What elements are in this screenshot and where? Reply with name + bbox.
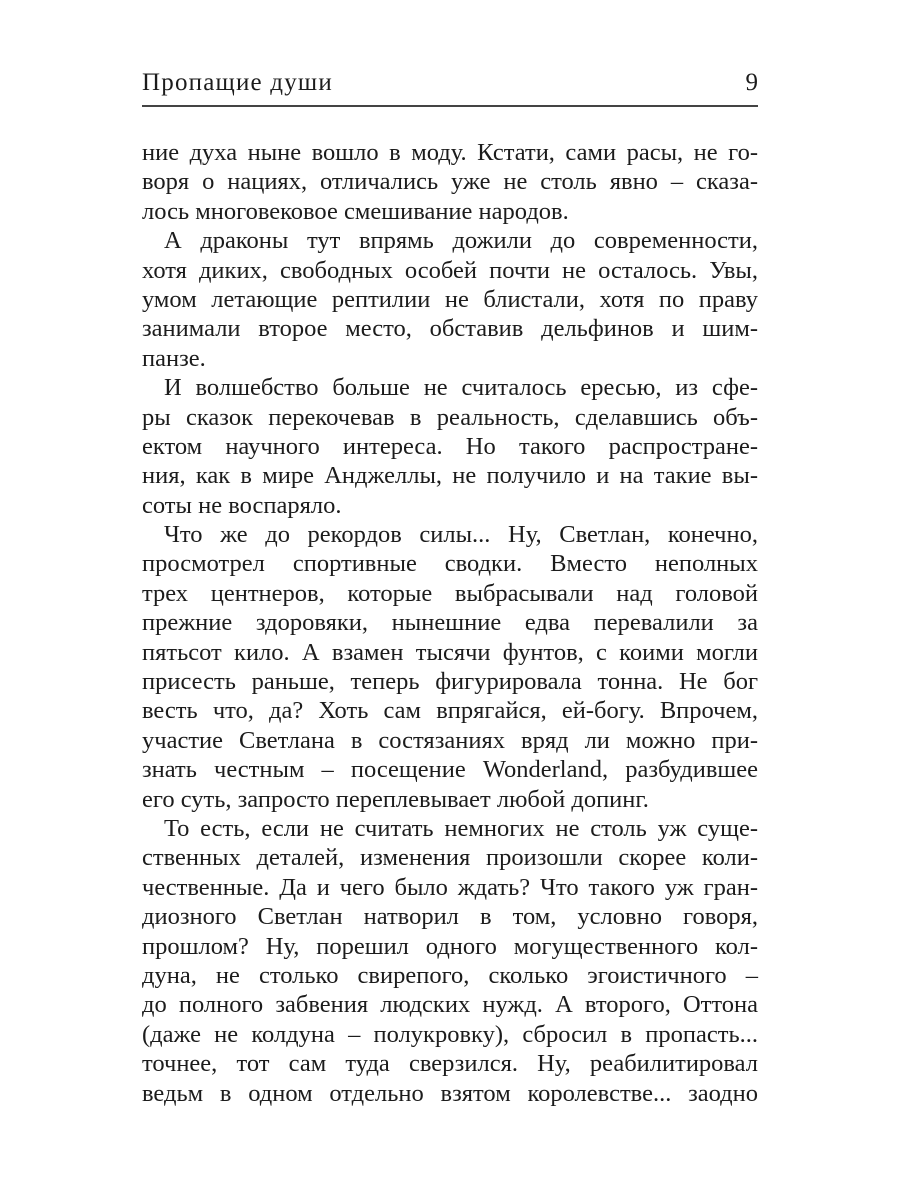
text-line: умом летающие рептилии не блистали, хотя по праву: [142, 285, 758, 313]
text-line: точнее, тот сам туда сверзился. Ну, реабилитировал: [142, 1050, 758, 1078]
text-line: участие Светлана в состязаниях вряд ли можно при-: [142, 726, 758, 754]
text-line: диозного Светлан натворил в том, условно говоря,: [142, 903, 758, 931]
paragraph: [142, 138, 758, 226]
paragraph: [142, 814, 758, 1108]
text-line: ектом научного интереса. Но такого распростране-: [142, 432, 758, 460]
running-header: [142, 68, 758, 98]
text-line: пятьсот кило. А взамен тысячи фунтов, с коими могли: [142, 638, 758, 666]
text-line: трех центнеров, которые выбрасывали над головой: [142, 579, 758, 607]
text-line: прежние здоровяки, нынешние едва перевалили за: [142, 609, 758, 637]
running-title: Пропащие души: [142, 69, 333, 96]
text-line: Что же до рекордов силы... Ну, Светлан, конечно,: [164, 521, 758, 549]
text-line: соты не воспаряло.: [142, 491, 342, 519]
text-line: ры сказок перекочевав в реальность, сделавшись объ-: [142, 403, 758, 431]
body-text: [142, 138, 758, 1108]
text-line: присесть раньше, теперь фигурировала тонна. Не бог: [142, 668, 758, 696]
text-line: до полного забвения людских нужд. А второго, Оттона: [142, 991, 758, 1019]
header-rule: [142, 105, 758, 107]
text-line: дуна, не столько свирепого, сколько эгоистичного –: [142, 961, 758, 989]
text-line: воря о нациях, отличались уже не столь явно – сказа-: [142, 168, 758, 196]
text-line: знать честным – посещение Wonderland, разбудившее: [142, 756, 758, 784]
text-line: прошлом? Ну, порешил одного могущественного кол-: [142, 932, 758, 960]
text-line: панзе.: [142, 344, 206, 372]
text-line: хотя диких, свободных особей почти не осталось. Увы,: [142, 256, 758, 284]
text-line: И волшебство больше не считалось ересью, из сфе-: [164, 374, 758, 402]
text-line: чественные. Да и чего было ждать? Что такого уж гран-: [142, 873, 758, 901]
text-line: его суть, запросто переплевывает любой допинг.: [142, 785, 649, 813]
text-line: ственных деталей, изменения произошли скорее коли-: [142, 844, 758, 872]
text-line: (даже не колдуна – полукровку), сбросил в пропасть...: [142, 1020, 758, 1048]
text-line: ние духа ныне вошло в моду. Кстати, сами расы, не го-: [142, 139, 758, 166]
paragraph: [142, 226, 758, 373]
text-line: весть что, да? Хоть сам впрягайся, ей-богу. Впрочем,: [142, 697, 758, 725]
text-line: занимали второе место, обставив дельфинов и шим-: [142, 315, 758, 343]
text-line: То есть, если не считать немногих не столь уж суще-: [164, 814, 758, 842]
text-line: А драконы тут впрямь дожили до современности,: [164, 227, 758, 255]
paragraph: [142, 373, 758, 520]
text-line: ведьм в одном отдельно взятом королевстве... заодно: [142, 1079, 758, 1107]
text-line: лось многовековое смешивание народов.: [142, 197, 569, 225]
text-line: ния, как в мире Анджеллы, не получило и на такие вы-: [142, 462, 758, 490]
paragraph: [142, 520, 758, 814]
page-number: 9: [745, 69, 758, 96]
text-line: просмотрел спортивные сводки. Вместо неполных: [142, 550, 758, 578]
